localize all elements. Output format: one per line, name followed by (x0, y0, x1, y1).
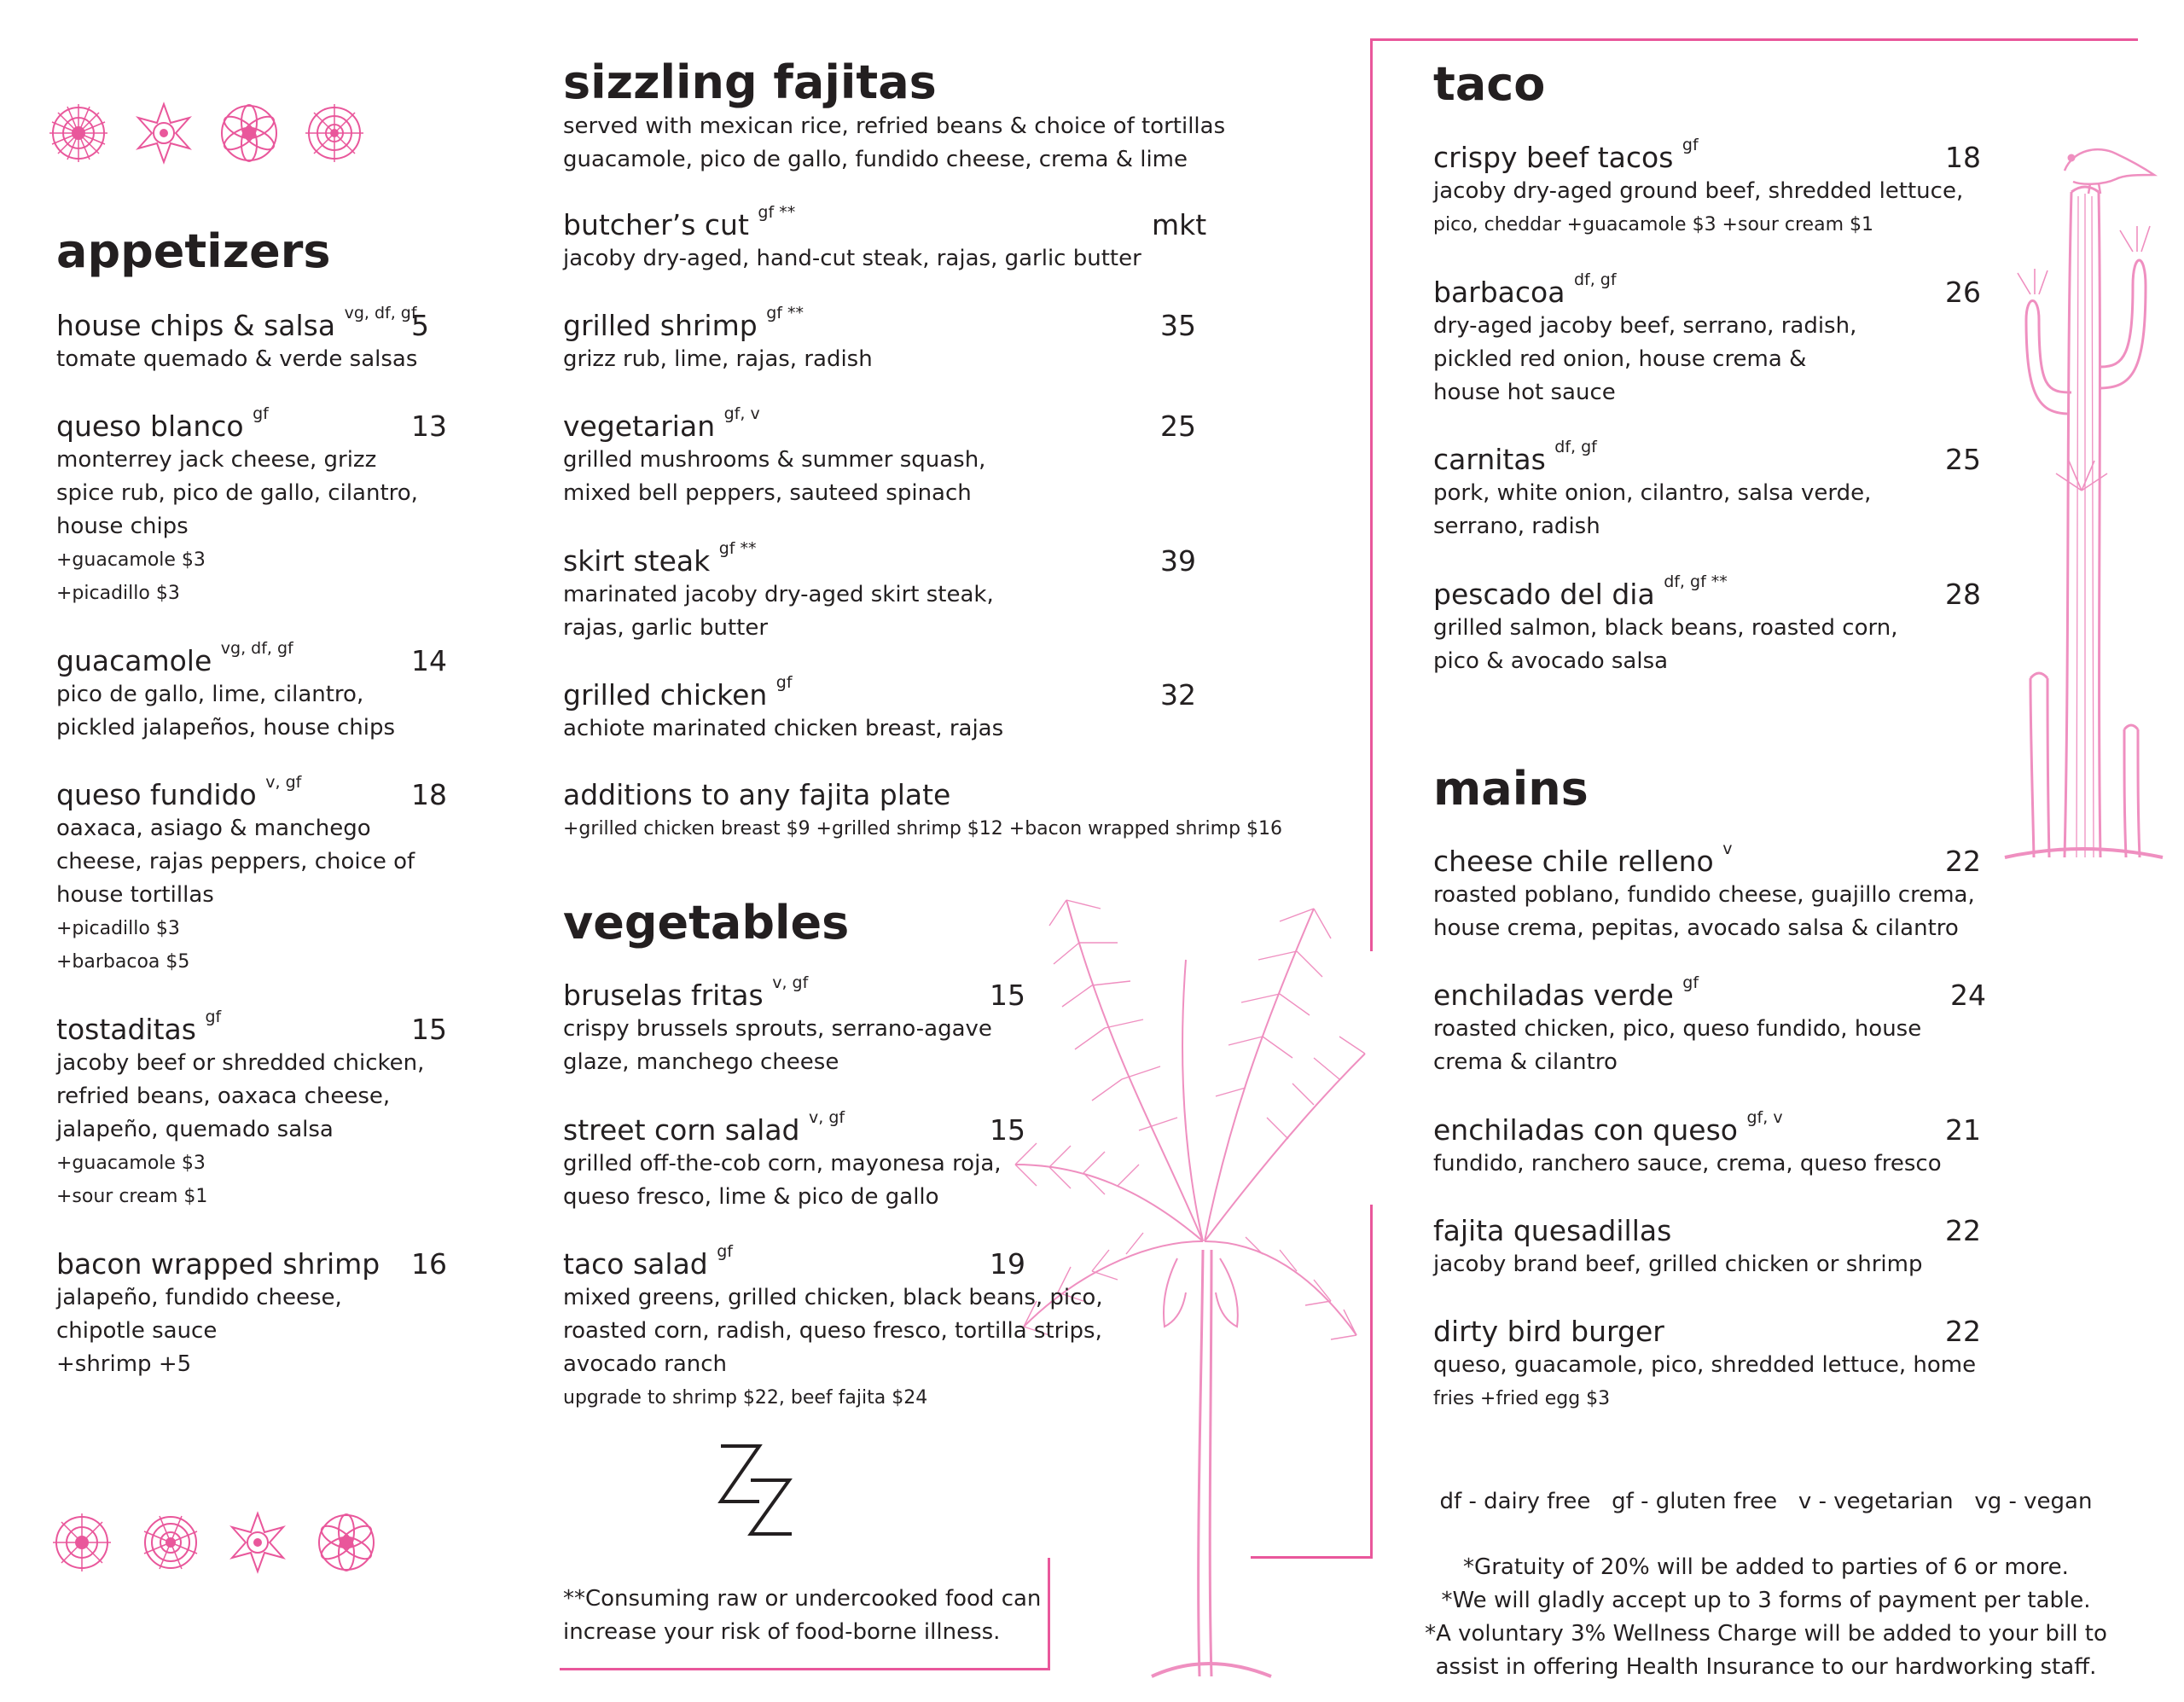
policy-line: assist in offering Health Insurance to our hardworking staff. (1435, 1654, 2097, 1680)
menu-item-addon: +guacamole $3 (56, 1153, 206, 1174)
menu-item-description (1433, 1013, 1921, 1079)
menu-item-addon: upgrade to shrimp $22, beef fajita $24 (563, 1387, 928, 1409)
menu-item-name: crispy beef tacos (1433, 141, 1674, 174)
menu-item-addon: +guacamole $3 (56, 549, 206, 571)
menu-item-price: 26 (1945, 276, 1981, 309)
description-line: achiote marinated chicken breast, rajas (563, 716, 1004, 741)
section-title-appetizers: appetizers (56, 224, 331, 278)
menu-item-name-row (1433, 839, 1975, 879)
menu-item-name-row (563, 973, 992, 1013)
medallion-star-icon (138, 104, 189, 162)
description-line: fundido, ranchero sauce, crema, queso fresco (1433, 1151, 1942, 1176)
menu-item-description (563, 1281, 1103, 1381)
description-line: roasted corn, radish, queso fresco, tortilla strips, (563, 1318, 1102, 1344)
menu-item-price: 15 (990, 1113, 1025, 1147)
menu-item (1433, 270, 1981, 410)
menu-item-name: tostaditas (56, 1013, 196, 1046)
disclaimer-line: **Consuming raw or undercooked food can (563, 1586, 1042, 1612)
menu-item-price: mkt (1152, 208, 1207, 241)
description-line: pico & avocado salsa (1433, 648, 1669, 674)
menu-item-price: 13 (411, 410, 447, 443)
menu-item (56, 304, 429, 376)
description-line: serrano, radish (1433, 514, 1600, 539)
menu-item-name: bruselas fritas (563, 979, 764, 1012)
description-line: jalapeño, quemado salsa (56, 1117, 334, 1142)
menu-item-name: house chips & salsa (56, 309, 336, 342)
menu-item-description (563, 444, 985, 510)
dietary-tags: gf (253, 404, 269, 423)
menu-item-addon: pico, cheddar +guacamole $3 +sour cream $1 (1433, 214, 1873, 235)
menu-item-description (1433, 612, 1897, 678)
menu-item-price: 16 (411, 1247, 447, 1281)
dietary-tags: gf (775, 673, 793, 692)
dietary-tags: gf (1682, 136, 1699, 154)
medallion-sunburst-icon (144, 1516, 197, 1569)
dietary-tags: gf, v (1746, 1108, 1783, 1127)
menu-item-name: vegetarian (563, 410, 716, 443)
description-line: cheese, rajas peppers, choice of (56, 849, 415, 874)
dietary-tags: v (1722, 839, 1733, 858)
menu-item-name-row (1433, 1108, 1942, 1147)
menu-item (563, 1242, 1103, 1414)
description-line: grilled salmon, black beans, roasted corn, (1433, 615, 1898, 641)
menu-item-price: 32 (1160, 678, 1196, 712)
menu-item-name-row (563, 539, 994, 578)
restaurant-policies (1416, 1551, 2116, 1684)
dietary-tags: gf (717, 1242, 733, 1261)
section-title-mains: mains (1433, 762, 1589, 816)
menu-item-addon: +picadillo $3 (56, 918, 180, 939)
menu-item-name-row (56, 639, 395, 678)
menu-item-name: fajita quesadillas (1433, 1214, 1672, 1247)
menu-item (56, 773, 447, 979)
description-line: crispy brussels sprouts, serrano-agave (563, 1016, 992, 1042)
description-line: glaze, manchego cheese (563, 1049, 839, 1075)
dietary-tags: gf, v (723, 404, 760, 423)
menu-item-price: 22 (1945, 1214, 1981, 1247)
description-line: house hot sauce (1433, 380, 1616, 405)
menu-item (1433, 839, 1981, 945)
description-line: spice rub, pico de gallo, cilantro, (56, 480, 418, 506)
menu-item (563, 404, 1196, 510)
frame-line-bottom-left-seg (560, 1668, 1050, 1670)
menu-item-price: 14 (411, 644, 447, 677)
menu-item-name-row (563, 404, 985, 444)
policy-line: *Gratuity of 20% will be added to parties of 6 or more. (1463, 1554, 2069, 1580)
description-line: roasted poblano, fundido cheese, guajillo crema, (1433, 882, 1975, 908)
frame-line-vertical-upper (1370, 38, 1373, 951)
menu-item-name: queso blanco (56, 410, 244, 443)
menu-item-price: 39 (1160, 544, 1196, 578)
frame-line-top-right (1370, 38, 2138, 41)
menu-item-name-row (1433, 1315, 1976, 1349)
menu-item-name: bacon wrapped shrimp (56, 1247, 380, 1281)
menu-item-description (56, 444, 418, 543)
menu-item-name: street corn salad (563, 1113, 800, 1147)
dietary-tags: v, gf (772, 973, 809, 992)
menu-item-name-row (1433, 136, 1963, 175)
description-line: mixed greens, grilled chicken, black beans, pico, (563, 1285, 1103, 1310)
dietary-tags: vg, df, gf (344, 304, 417, 322)
menu-item-price: 25 (1945, 443, 1981, 476)
menu-item-name: cheese chile relleno (1433, 845, 1714, 878)
menu-item (563, 203, 1207, 276)
menu-item-name-row (56, 1247, 380, 1281)
section-title-taco: taco (1433, 57, 1546, 111)
menu-item-description (563, 578, 994, 645)
menu-item-name-row (563, 203, 1141, 242)
fajitas-subtitle-line: guacamole, pico de gallo, fundido cheese, crema & lime (563, 147, 1188, 172)
description-line: rajas, garlic butter (563, 615, 769, 641)
menu-item-name-row (563, 673, 1003, 712)
bottom-medallions (43, 1510, 401, 1578)
menu-item-name-row (56, 1008, 424, 1047)
menu-item-description (1433, 310, 1856, 410)
menu-item-name: queso fundido (56, 778, 257, 811)
description-line: house crema, pepitas, avocado salsa & cilantro (1433, 915, 1959, 941)
menu-item-name: pescado del dia (1433, 578, 1655, 611)
description-line: avocado ranch (563, 1351, 728, 1377)
menu-item-description (563, 343, 873, 376)
menu-item-name-row (56, 304, 417, 343)
description-line: pickled red onion, house crema & (1433, 346, 1807, 372)
menu-item-name-row (1433, 973, 1921, 1013)
menu-item-name-row (563, 1108, 1002, 1147)
menu-item-name-row (1433, 1214, 1923, 1248)
menu-item-description (1433, 1349, 1976, 1382)
description-line: tomate quemado & verde salsas (56, 346, 418, 372)
menu-item-description (1433, 879, 1975, 945)
menu-item-addon: +picadillo $3 (56, 583, 180, 604)
menu-item (1433, 572, 1981, 678)
menu-item-price: 5 (411, 309, 429, 342)
menu-item-name-row (56, 773, 415, 812)
menu-item-price: 18 (1945, 141, 1981, 174)
raw-food-disclaimer (563, 1583, 1041, 1649)
menu-item (56, 1247, 447, 1381)
policy-line: *We will gladly accept up to 3 forms of payment per table. (1441, 1588, 2091, 1613)
menu-item-name: grilled shrimp (563, 309, 758, 342)
description-line: roasted chicken, pico, queso fundido, house (1433, 1016, 1922, 1042)
menu-item-name: skirt steak (563, 544, 711, 578)
menu-item-price: 15 (411, 1013, 447, 1046)
description-line: pickled jalapeños, house chips (56, 715, 396, 741)
description-line: monterrey jack cheese, grizz (56, 447, 377, 473)
menu-item-addon: +sour cream $1 (56, 1186, 208, 1207)
menu-item-name: guacamole (56, 644, 212, 677)
menu-item-price: 19 (990, 1247, 1025, 1281)
section-title-vegetables: vegetables (563, 896, 850, 950)
dietary-legend: df - dairy free gf - gluten free v - vegetarian vg - vegan (1439, 1489, 2093, 1514)
description-line: house chips (56, 514, 189, 539)
dietary-tags: df, gf (1573, 270, 1617, 289)
dietary-tags: df, gf (1554, 438, 1597, 456)
dietary-tags: gf ** (718, 539, 757, 558)
menu-item-description (1433, 1147, 1942, 1181)
disclaimer-line: increase your risk of food-borne illness. (563, 1619, 1001, 1645)
menu-item-price: 22 (1945, 845, 1981, 878)
description-line: jacoby dry-aged, hand-cut steak, rajas, garlic butter (563, 246, 1141, 271)
description-line: queso, guacamole, pico, shredded lettuce, home (1433, 1352, 1977, 1378)
medallion-sunburst-icon (49, 104, 107, 162)
menu-item-name-row (1433, 572, 1897, 612)
zz-logo-icon (717, 1442, 802, 1540)
menu-item (1433, 1108, 1981, 1181)
menu-item (563, 1108, 1025, 1214)
menu-item-name: barbacoa (1433, 276, 1565, 309)
menu-item (1433, 973, 1986, 1079)
fajitas-subtitle-line: served with mexican rice, refried beans & choice of tortillas (563, 113, 1226, 139)
menu-item-description (56, 1047, 424, 1147)
menu-item-description (1433, 1248, 1923, 1281)
dietary-tags: df, gf ** (1664, 572, 1728, 591)
menu-item (56, 1008, 447, 1213)
menu-item-price: 15 (990, 979, 1025, 1012)
description-line: jacoby brand beef, grilled chicken or shrimp (1433, 1252, 1923, 1277)
menu-item-name: taco salad (563, 1247, 708, 1281)
menu-item-description (56, 678, 395, 745)
dietary-tags: gf (1682, 973, 1699, 992)
description-line: grilled off-the-cob corn, mayonesa roja, (563, 1151, 1002, 1176)
top-medallions (43, 101, 384, 169)
description-line: pork, white onion, cilantro, salsa verde, (1433, 480, 1872, 506)
description-line: queso fresco, lime & pico de gallo (563, 1184, 939, 1210)
menu-item (1433, 1315, 1981, 1415)
dietary-tags: gf ** (766, 304, 804, 322)
menu-item (563, 778, 1282, 845)
medallion-sunburst-icon (53, 1513, 111, 1571)
medallion-flower-icon (318, 1514, 375, 1571)
description-line: crema & cilantro (1433, 1049, 1618, 1075)
menu-item (1433, 438, 1981, 543)
menu-item-description (56, 1281, 380, 1381)
menu-item-description (563, 242, 1141, 276)
cactus-with-bird-illustration (1996, 132, 2167, 883)
menu-item-name: butcher’s cut (563, 208, 749, 241)
description-line: oaxaca, asiago & manchego (56, 816, 371, 841)
section-title-fajitas: sizzling fajitas (563, 55, 937, 109)
menu-item-name: enchiladas verde (1433, 979, 1674, 1012)
menu-item (56, 639, 447, 745)
dietary-tags: vg, df, gf (220, 639, 293, 658)
menu-item (563, 673, 1196, 746)
menu-item-addon: +grilled chicken breast $9 +grilled shrimp $12 +bacon wrapped shrimp $16 (563, 818, 1283, 839)
description-line: +shrimp +5 (56, 1351, 192, 1377)
menu-item-description (563, 1147, 1002, 1214)
description-line: jacoby dry-aged ground beef, shredded lettuce, (1433, 178, 1964, 204)
menu-item-price: 22 (1945, 1315, 1981, 1348)
menu-item-name: grilled chicken (563, 678, 768, 712)
description-line: grizz rub, lime, rajas, radish (563, 346, 873, 372)
menu-item (563, 539, 1196, 645)
menu-item-price: 24 (1950, 979, 1986, 1012)
description-line: chipotle sauce (56, 1318, 218, 1344)
menu-item-description (563, 1013, 992, 1079)
menu-item-price: 25 (1160, 410, 1196, 443)
dietary-tags: v, gf (265, 773, 302, 792)
menu-item-price: 18 (411, 778, 447, 811)
medallion-star-icon (232, 1513, 283, 1571)
menu-item-description (56, 343, 417, 376)
menu-item-name-row (56, 404, 418, 444)
menu-item-name-row (563, 304, 873, 343)
menu-item (1433, 136, 1981, 241)
description-line: refried beans, oaxaca cheese, (56, 1083, 391, 1109)
menu-item-name: carnitas (1433, 443, 1546, 476)
menu-item-description (1433, 175, 1963, 208)
menu-item-name: enchiladas con queso (1433, 1113, 1738, 1147)
fajitas-subtitle (563, 110, 1225, 177)
description-line: house tortillas (56, 882, 214, 908)
menu-item-description (563, 712, 1003, 746)
menu-item (563, 304, 1196, 376)
policy-line: *A voluntary 3% Wellness Charge will be added to your bill to (1425, 1621, 2107, 1647)
description-line: jalapeño, fundido cheese, (56, 1285, 342, 1310)
menu-item-name-row (1433, 438, 1871, 477)
menu-item-price: 35 (1160, 309, 1196, 342)
medallion-flower-icon (221, 105, 277, 161)
description-line: grilled mushrooms & summer squash, (563, 447, 986, 473)
dietary-tags: gf ** (758, 203, 796, 222)
menu-item-price: 28 (1945, 578, 1981, 611)
menu-item-description (56, 812, 415, 912)
menu-item-name: additions to any fajita plate (563, 778, 951, 811)
description-line: dry-aged jacoby beef, serrano, radish, (1433, 313, 1857, 339)
menu-item (563, 973, 1025, 1079)
menu-item (1433, 1214, 1981, 1281)
menu-item-name: dirty bird burger (1433, 1315, 1664, 1348)
description-line: mixed bell peppers, sauteed spinach (563, 480, 972, 506)
menu-item-name-row (563, 778, 1282, 812)
description-line: marinated jacoby dry-aged skirt steak, (563, 582, 994, 607)
menu-item (56, 404, 447, 610)
menu-item-addon: fries +fried egg $3 (1433, 1388, 1611, 1409)
menu-item-name-row (1433, 270, 1856, 310)
medallion-sunburst-icon (305, 104, 363, 162)
description-line: pico de gallo, lime, cilantro, (56, 682, 364, 707)
menu-item-description (1433, 477, 1871, 543)
menu-item-price: 21 (1945, 1113, 1981, 1147)
menu-item-addon: +barbacoa $5 (56, 951, 190, 973)
dietary-tags: gf (205, 1008, 222, 1026)
description-line: jacoby beef or shredded chicken, (56, 1050, 425, 1076)
dietary-tags: v, gf (809, 1108, 845, 1127)
